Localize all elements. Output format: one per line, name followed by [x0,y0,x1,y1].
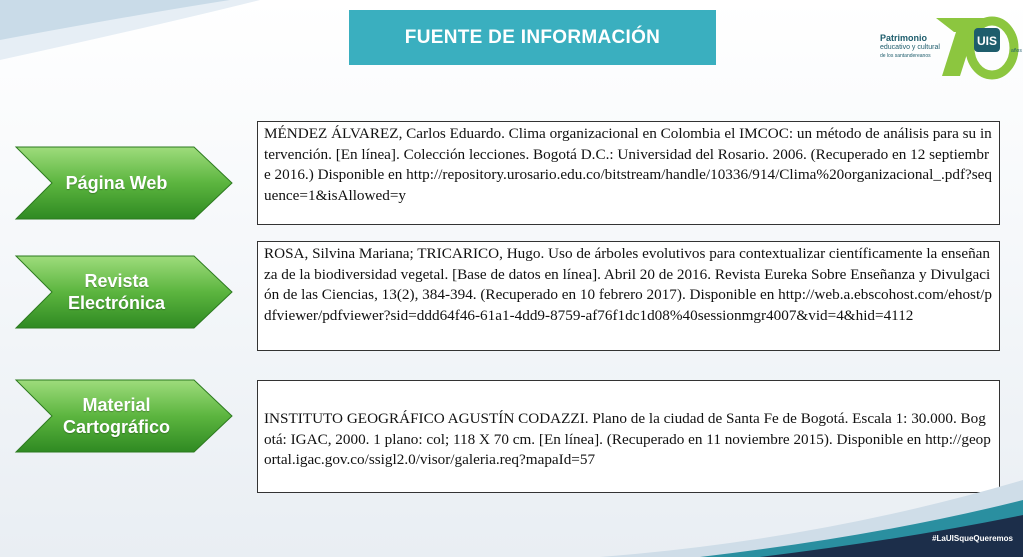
source-type-label: Material Cartográfico [62,395,170,437]
source-type-arrow-map [14,376,236,456]
reference-entry-map: INSTITUTO GEOGRÁFICO AGUSTÍN CODAZZI. Plano de la ciudad de Santa Fe de Bogotá. Escala 1: 30.000. Bogotá: IGAC, 2000. 1 plano: col; 118 X 70 cm. [En línea]. (Recuperado en 11 noviembre 2015). Disponible en http://geoportal.igac.gov.co/ssigl2.0/visor/galeria.req?mapaId=57 [257,380,1000,493]
logo-line-3: de los santandereanos [880,53,931,59]
logo-badge-text: UIS [976,34,998,48]
source-type-label: Revista Electrónica [67,271,166,313]
logo-suffix: años [1011,48,1022,54]
logo-line-2: educativo y cultural [880,44,940,51]
source-type-arrow-journal [14,252,236,332]
reference-entry-web: MÉNDEZ ÁLVAREZ, Carlos Eduardo. Clima organizacional en Colombia el IMCOC: un método de análisis para su intervención. [En línea]. Colección lecciones. Bogotá D.C.: Universidad del Rosario. 2006. (Recuperado en 12 septiembre 2016.) Disponible en http://repository.urosario.edu.co/bitstream/handle/10336/914/Clima%20organizacional_.pdf?sequence=1&isAllowed=y [257,121,1000,225]
hashtag-text: #LaUISqueQueremos [932,534,1013,543]
bottom-swoosh-decoration [0,470,1023,557]
logo-line-1: Patrimonio [880,33,928,43]
page-title: FUENTE DE INFORMACIÓN [349,10,716,65]
reference-entry-journal: ROSA, Silvina Mariana; TRICARICO, Hugo. Uso de árboles evolutivos para contextualizar científicamente la enseñanza de la biodiversidad vegetal. [Base de datos en línea]. Abril 20 de 2016. Revista Eureka Sobre Enseñanza y Divulgación de las Ciencias, 13(2), 384-394. (Recuperado en 10 febrero 2017). Disponible en http://web.a.ebscohost.com/ehost/pdfviewer/pdfviewer?sid=ddd64f46-61a1-4dd9-8759-af76f1dc1d08%40sessionmgr4007&vid=4&hid=4112 [257,241,1000,351]
source-type-label: Página Web [65,173,168,193]
logo-tagline [880,34,964,61]
source-type-arrow-web [14,143,236,223]
